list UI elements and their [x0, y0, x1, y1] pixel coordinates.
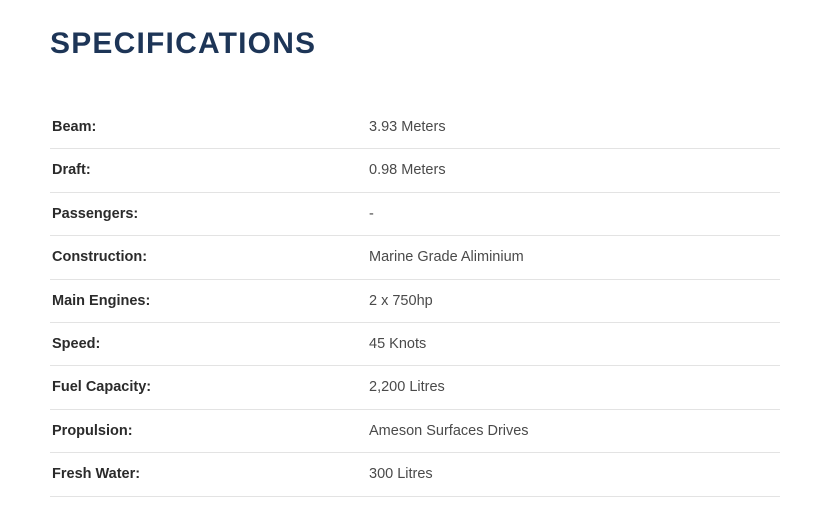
- table-row: [50, 149, 780, 192]
- spec-value: 2,200 Litres: [369, 379, 445, 396]
- page-title: SPECIFICATIONS: [50, 27, 317, 60]
- specifications-table: [50, 106, 780, 497]
- specifications-table-body: [50, 106, 780, 496]
- table-row: [50, 453, 780, 496]
- table-row: [50, 366, 780, 409]
- spec-label: Passengers:: [52, 205, 139, 222]
- spec-value: 0.98 Meters: [369, 162, 446, 179]
- spec-value: 3.93 Meters: [369, 119, 446, 135]
- spec-value: 300 Litres: [369, 466, 433, 483]
- spec-value: 2 x 750hp: [369, 292, 433, 309]
- spec-label: Fuel Capacity:: [52, 379, 152, 396]
- spec-value: -: [369, 205, 374, 222]
- table-row: [50, 192, 780, 235]
- table-row: [50, 236, 780, 279]
- table-row: [50, 279, 780, 322]
- spec-label: Draft:: [52, 162, 91, 179]
- table-row: [50, 106, 780, 149]
- spec-label: Construction:: [52, 249, 148, 266]
- table-row: [50, 409, 780, 452]
- spec-value: Ameson Surfaces Drives: [369, 422, 529, 439]
- table-row: [50, 322, 780, 365]
- spec-value: Marine Grade Aliminium: [369, 249, 524, 266]
- spec-label: Fresh Water:: [52, 466, 141, 483]
- spec-label: Speed:: [52, 335, 101, 352]
- spec-label: Main Engines:: [52, 292, 151, 309]
- spec-label: Propulsion:: [52, 422, 133, 439]
- spec-label: Beam:: [52, 119, 97, 135]
- spec-value: 45 Knots: [369, 335, 427, 352]
